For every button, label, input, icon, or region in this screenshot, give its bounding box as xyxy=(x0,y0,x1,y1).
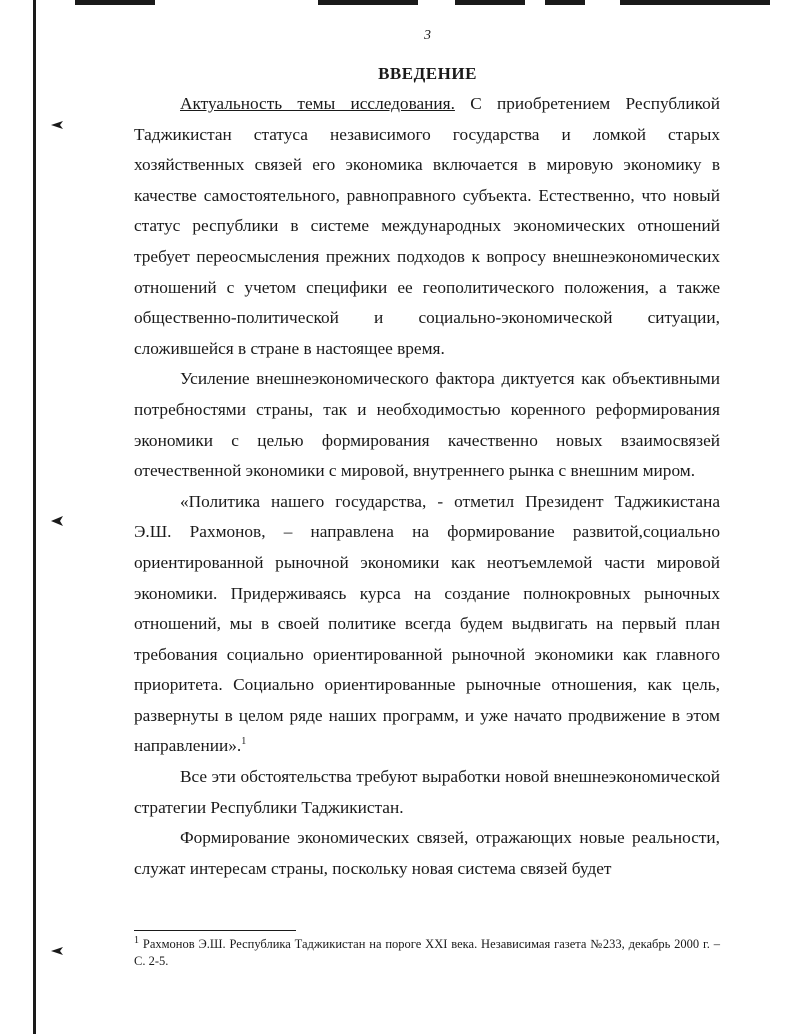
binding-mark-icon xyxy=(50,118,64,132)
paragraph-relevance xyxy=(134,89,720,364)
relevance-title: Актуальность темы исследования. xyxy=(180,94,455,113)
scan-top-edge xyxy=(545,0,585,5)
binding-mark-icon xyxy=(50,944,64,958)
footnote-divider xyxy=(134,930,296,931)
footnote xyxy=(134,936,720,970)
scan-top-edge xyxy=(318,0,418,5)
paragraph-text: Усиление внешнеэкономического фактора диктуется как объективными потребностями страны, так и необходимостью коренного реформирования экономики с целью формирования качественно новых взаимосвязей отечественной экономики с мировой, внутреннего рынка с внешним миром. xyxy=(134,369,720,481)
body-text xyxy=(134,89,720,884)
footnote-reference: 1 xyxy=(241,736,247,748)
section-heading: ВВЕДЕНИЕ xyxy=(378,64,477,83)
scan-top-edge xyxy=(75,0,155,5)
paragraph-quote xyxy=(134,487,720,762)
page-number: 3 xyxy=(424,28,431,43)
scan-top-edge xyxy=(620,0,770,5)
quote-text: «Политика нашего государства, - отметил Президент Таджикистана Э.Ш. Рахмонов, – направлена на формирование развитой,социально ориентированной рыночной экономики как неотъемлемой части мировой экономики. Придерживаясь курса на создание полнокровных рыночных отношений, мы в своей политике всегда будем выдвигать на первый план требования социально ориентированной рыночной экономики как главного приоритета. Социально ориентированные рыночные отношения, как цель, развернуты в целом ряде наших программ, и уже начато продвижение в этом направлении». xyxy=(134,491,720,756)
scan-left-border xyxy=(33,0,36,1034)
scan-top-edge xyxy=(455,0,525,5)
binding-mark-icon xyxy=(50,514,64,528)
paragraph-text: С приобретением Республикой Таджикистан статуса независимого государства и ломкой старых хозяйственных связей его экономика включается в мировую экономику в качестве самостоятельного, равноправного субъекта. Естественно, что новый статус республики в системе международных экономических отношений требует переосмысления прежних подходов к вопросу внешнеэкономических отношений с учетом специфики ее геополитического положения, а также общественно-политической и социально-экономической ситуации, сложившейся в стране в настоящее время. xyxy=(134,94,720,358)
paragraph-text: Все эти обстоятельства требуют выработки новой внешнеэкономической стратегии Республики Таджикистан. xyxy=(134,767,720,817)
footnote-text: Рахмонов Э.Ш. Республика Таджикистан на пороге XXI века. Независимая газета №233, декабрь 2000 г. – С. 2-5. xyxy=(134,937,720,968)
footnote-marker: 1 xyxy=(134,934,139,946)
paragraph-text: Формирование экономических связей, отражающих новые реальности, служат интересам страны, поскольку новая система связей будет xyxy=(134,828,720,878)
